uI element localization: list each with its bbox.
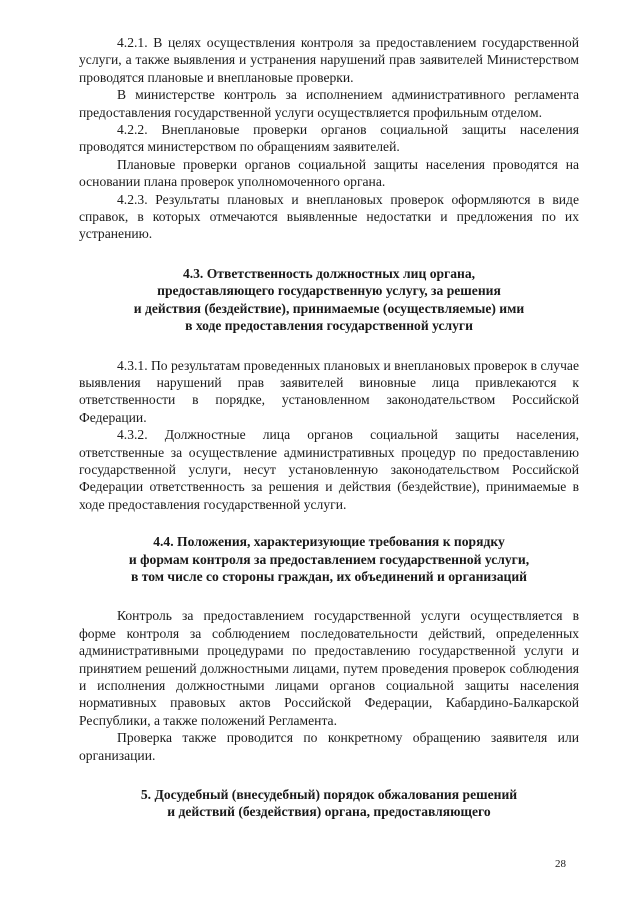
paragraph-control-form: Контроль за предоставлением государственной услуги осуществляется в форме контроля за соблюдением последовательности действий, определенных административными процедурами по предоставлению государственной услуги и принятием решений должностными лицами, путем проведения проверок соблюдения и исполнения должностными лицами органов социальной защиты населения нормативных правовых актов Российской Федерации, Кабардино-Балкарской Республики, а также положений Регламента. [79, 608, 579, 728]
section-4-4 [79, 607, 579, 764]
heading-4-3-line: 4.3. Ответственность должностных лиц органа, [182, 265, 476, 281]
heading-4-4-line: 4.4. Положения, характеризующие требования к порядку [153, 534, 505, 550]
heading-5-line: и действий (бездействия) органа, предоставляющего [167, 804, 491, 820]
paragraph-4-2-2: 4.2.2. Внеплановые проверки органов социальной защиты населения проводятся министерством по обращениям заявителей. [79, 122, 579, 155]
heading-4-4 [79, 533, 579, 585]
heading-4-3 [79, 265, 579, 335]
heading-4-3-line: предоставляющего государственную услугу, за решения [157, 283, 501, 299]
heading-5-line: 5. Досудебный (внесудебный) порядок обжалования решений [140, 787, 518, 803]
heading-4-3-line: в ходе предоставления государственной услуги [185, 318, 473, 334]
paragraph-ministry-control: В министерстве контроль за исполнением административного регламента предоставления государственной услуги осуществляется профильным отделом. [79, 87, 579, 120]
heading-4-4-line: в том числе со стороны граждан, их объединений и организаций [131, 568, 527, 584]
paragraph-specific-appeal: Проверка также проводится по конкретному обращению заявителя или организации. [79, 730, 579, 763]
section-4-3 [79, 357, 579, 514]
heading-5 [79, 786, 579, 821]
heading-4-3-line: и действия (бездействие), принимаемые (осуществляемые) ими [133, 300, 525, 316]
paragraph-4-3-2: 4.3.2. Должностные лица органов социальной защиты населения, ответственные за осуществление административных процедур по предоставлению государственной услуги, несут установленную законодательством Российской Федерации ответственность за решения и действия (бездействие), принимаемые в ходе предоставления государственной услуги. [79, 427, 579, 512]
heading-4-4-line: и формам контроля за предоставлением государственной услуги, [128, 551, 530, 567]
section-4-2 [79, 34, 579, 243]
paragraph-4-3-1: 4.3.1. По результатам проведенных плановых и внеплановых проверок в случае выявления нарушений прав заявителей виновные лица привлекаются к ответственности в порядке, установленном законодательством Российской Федерации. [79, 357, 579, 425]
paragraph-planned-checks: Плановые проверки органов социальной защиты населения проводятся на основании плана проверок уполномоченного органа. [79, 156, 579, 190]
paragraph-4-2-1: 4.2.1. В целях осуществления контроля за предоставлением государственной услуги, а также выявления и устранения нарушений прав заявителей Министерством проводятся плановые и внеплановые проверки. [79, 35, 579, 85]
paragraph-4-2-3: 4.2.3. Результаты плановых и внеплановых проверок оформляются в виде справок, в которых отмечаются выявленные недостатки и предложения по их устранению. [79, 191, 579, 242]
page-number: 28 [555, 858, 566, 870]
document-page [79, 34, 579, 821]
